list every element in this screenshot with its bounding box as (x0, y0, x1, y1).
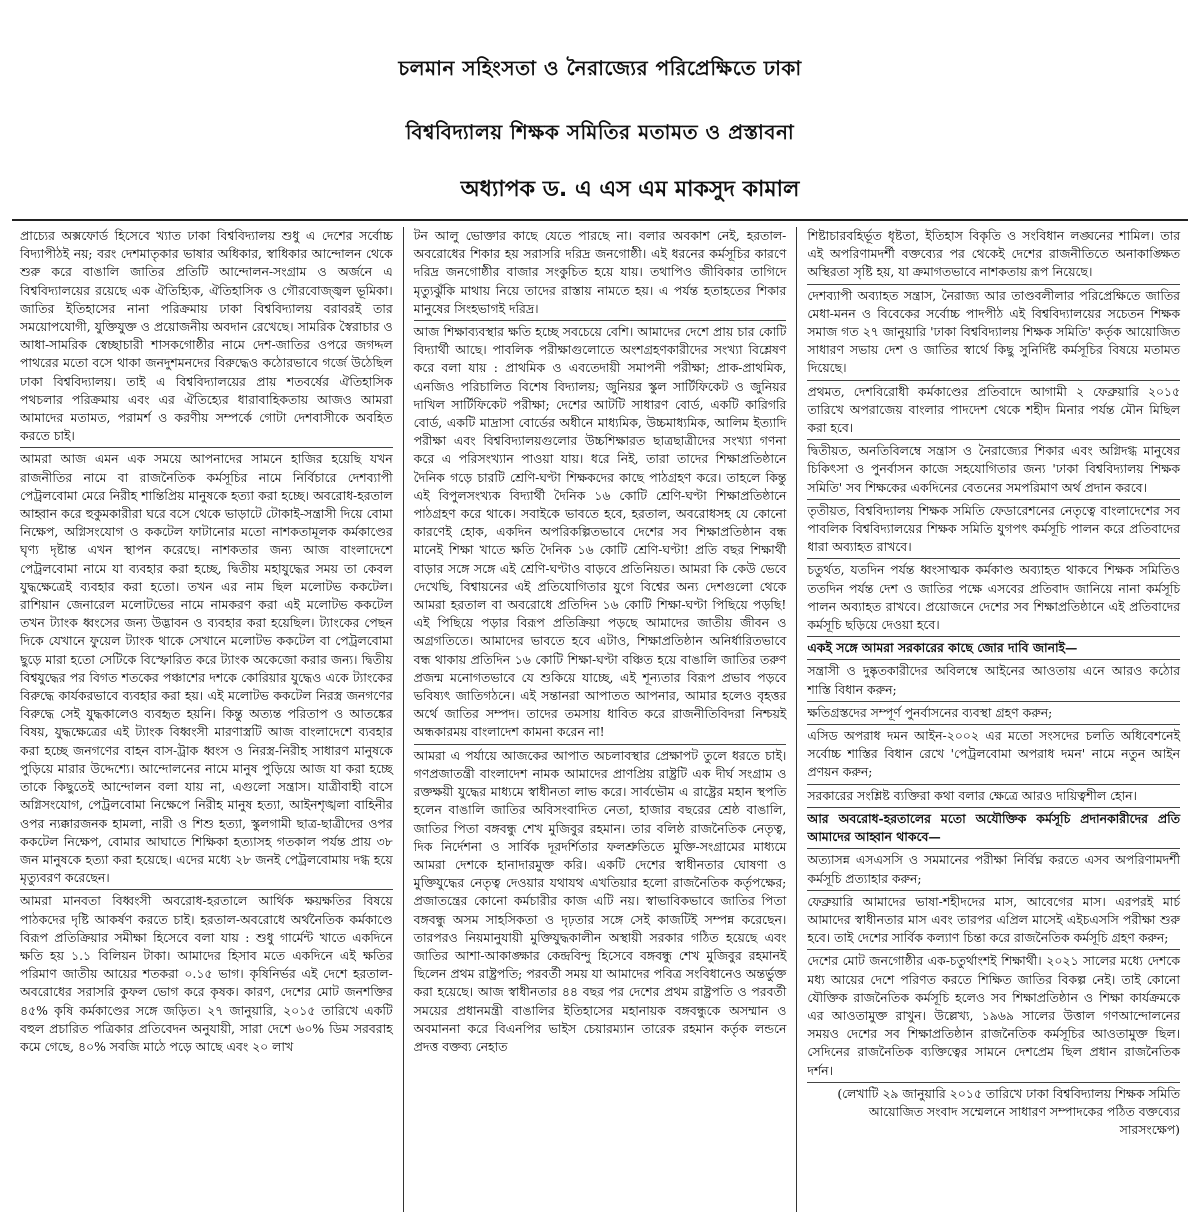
column-3 (796, 227, 1190, 1212)
paragraph: প্রাচ্যের অক্সফোর্ড হিসেবে খ্যাত ঢাকা বিশ্ববিদ্যালয় শুধু এ দেশের সর্বোচ্চ বিদ্যাপীঠই নয়; বরং দেশমাতৃকার ভাষার অধিকার, স্বাধিকার আন্দোলন থেকে শুরু করে বাঙালি জাতির প্রতিটি আন্দোলন-সংগ্রাম ও অর্জনে এ বিশ্ববিদ্যালয়ের রয়েছে এক ঐতিহ্যিক, ঐতিহাসিক ও গৌরবোজ্জ্বল ভূমিকা। জাতির ইতিহাসের নানা পরিক্রমায় ঢাকা বিশ্ববিদ্যালয় বরাবরই তার সময়োপযোগী, যুক্তিযুক্ত ও প্রয়োজনীয় অবদান রেখেছে। সামরিক স্বৈরাচার ও আধা-সামরিক স্বেচ্ছাচারী শাসকগোষ্ঠীর নামে দেশ-জাতির ওপরে জগদ্দল পাথরের মতো বসে থাকা জনদুশমনদের বিরুদ্ধেও কঠোরভাবে গর্জে উঠেছিল ঢাকা বিশ্ববিদ্যালয়। তাই এ বিশ্ববিদ্যালয়ের প্রায় শতবর্ষের ঐতিহাসিক পথচলার পরিক্রমায় এবং এর ঐতিহ্যের ধারাবাহিকতায় আজও আমরা আমাদের মতামত, পরামর্শ ও করণীয় সম্পর্কে গোটা দেশবাসীকে অবহিত করতে চাই। (20, 228, 393, 444)
headline (10, 36, 1190, 164)
proposal-second: দ্বিতীয়ত, অনতিবিলম্বে সন্ত্রাস ও নৈরাজ্যের শিকার এবং অগ্নিদগ্ধ মানুষের চিকিৎসা ও পুনর্বাসন কাজে সহযোগিতার জন্য 'ঢাকা বিশ্ববিদ্যালয় শিক্ষক সমিতি' সব শিক্ষকের একদিনের বেতনের সমপরিমাণ অর্থ প্রদান করবে। (807, 439, 1180, 497)
paragraph: শিষ্টাচারবহির্ভূত ধৃষ্টতা, ইতিহাস বিকৃতি ও সংবিধান লঙ্ঘনের শামিল। তার এই অপরিণামদর্শী বক্তব্যের পর থেকেই দেশের রাজনীতিতে অনাকাঙ্ক্ষিত অস্থিরতা সৃষ্টি হয়, যা ক্রমাগতভাবে নাশকতায় রূপ নিয়েছে। (807, 228, 1181, 280)
demand-item: সরকারের সংশ্লিষ্ট ব্যক্তিরা কথা বলার ক্ষেত্রে আরও দায়িত্বশীল হোন। (807, 784, 1180, 805)
paragraph: আজ শিক্ষাব্যবস্থার ক্ষতি হচ্ছে সবচেয়ে বেশি। আমাদের দেশে প্রায় চার কোটি বিদ্যার্থী আছে। পাবলিক পরীক্ষাগুলোতে অংশগ্রহণকারীদের সংখ্যা বিশ্লেষণ করে বলা যায় : প্রাথমিক ও এবতেদায়ী সমাপনী পরীক্ষা; প্রাক-প্রাথমিক, এনজিও পরিচালিত বিশেষ বিদ্যালয়; জুনিয়র স্কুল সার্টিফিকেট ও জুনিয়র দাখিল সার্টিফিকেট পরীক্ষা; দেশের আটটি সাধারণ বোর্ড, একটি কারিগরি বোর্ড, একটি মাদ্রাসা বোর্ডের অধীনে মাধ্যমিক, উচ্চমাধ্যমিক, আলিম ইত্যাদি পরীক্ষা এবং বিশ্ববিদ্যালয়গুলোর উচ্চশিক্ষারত ছাত্রছাত্রীদের সংখ্যা গণনা করে এ পরিসংখ্যান পাওয়া যায়। ধরে নিই, তারা তাদের শিক্ষাপ্রতিষ্ঠানে দৈনিক গড়ে চারটি শ্রেণি-ঘণ্টা শিক্ষকদের কাছে পাঠগ্রহণ করে। তাহলে কিন্তু এই বিপুলসংখ্যক বিদ্যার্থী দৈনিক ১৬ কোটি শ্রেণি-ঘণ্টা শিক্ষাপ্রতিষ্ঠানে পাঠগ্রহণ করে থাকে। সবাইকে ভাবতে হবে, হরতাল, অবরোধসহ যে কোনো কারণেই হোক, একদিন অপরিকল্পিতভাবে দেশের সব শিক্ষাপ্রতিষ্ঠান বন্ধ মানেই শিক্ষা খাতে ক্ষতি দৈনিক ১৬ কোটি শ্রেণি-ঘণ্টা! প্রতি বছর শিক্ষার্থী বাড়ার সঙ্গে সঙ্গে এই শ্রেণি-ঘণ্টাও বাড়বে প্রতিনিয়ত। আমরা কি কেউ ভেবে দেখেছি, বিশ্বায়নের এই প্রতিযোগিতার যুগে বিশ্বের অন্য দেশগুলো থেকে আমরা হরতাল বা অবরোধে প্রতিদিন ১৬ কোটি শিক্ষা-ঘণ্টা পিছিয়ে পড়ছি! এই পিছিয়ে পড়ার বিরূপ প্রতিক্রিয়া পড়ছে আমাদের জাতীয় জীবন ও অগ্রগতিতে। আমাদের ভাবতে হবে এটাও, শিক্ষাপ্রতিষ্ঠান অনির্ধারিতভাবে বন্ধ থাকায় প্রতিদিন ১৬ কোটি শিক্ষা-ঘণ্টা বঞ্চিত হয়ে বাঙালি জাতির তরুণ প্রজন্ম মনোগতভাবে যে শুকিয়ে যাচ্ছে, এই শূন্যতার বিরূপ প্রভাব পড়বে ভবিষ্যৎ জাতিগঠনে। এই সন্তানরা আপাতত আপনার, আমার হলেও বৃহত্তর অর্থে জাতির সম্পদ। তাদের তমসায় ধাবিত করে রাজনীতিবিদরা নিশ্চয়ই অন্ধকারময় বাংলাদেশ কামনা করেন না! (414, 320, 787, 742)
proposal-first: প্রথমত, দেশবিরোধী কর্মকাণ্ডের প্রতিবাদে আগামী ২ ফেব্রুয়ারি ২০১৫ তারিখে অপরাজেয় বাংলার পাদদেশ থেকে শহীদ মিনার পর্যন্ত মৌন মিছিল করা হবে। (807, 380, 1180, 438)
demand-item: ক্ষতিগ্রস্তদের সম্পূর্ণ পুনর্বাসনের ব্যবস্থা গ্রহণ করুন; (807, 701, 1180, 722)
column-2 (403, 227, 797, 1212)
paragraph: দেশব্যাপী অব্যাহত সন্ত্রাস, নৈরাজ্য আর তাণ্ডবলীলার পরিপ্রেক্ষিতে জাতির মেধা-মনন ও বিবেকের সর্বোচ্চ পাদপীঠ এই বিশ্ববিদ্যালয়ের সচেতন শিক্ষক সমাজ গত ২৭ জানুয়ারি 'ঢাকা বিশ্ববিদ্যালয় শিক্ষক সমিতি' কর্তৃক আয়োজিত সাধারণ সভায় দেশ ও জাতির স্বার্থে কিছু সুনির্দিষ্ট কর্মসূচির বিষয়ে মতামত দিয়েছে। (807, 284, 1180, 378)
author-byline: অধ্যাপক ড. এ এস এম মাকসুদ কামাল (460, 177, 800, 202)
appeal-item: অত্যাসন্ন এসএসসি ও সমমানের পরীক্ষা নির্বিঘ্ন করতে এসব অপরিণামদর্শী কর্মসূচি প্রত্যাহার করুন; (807, 848, 1180, 887)
article-columns (10, 227, 1190, 1212)
paragraph: টন আলু ভোক্তার কাছে যেতে পারছে না। বলার অবকাশ নেই, হরতাল-অবরোধের শিকার হয় সরাসরি দরিদ্র জনগোষ্ঠী। এই ধরনের কর্মসূচির কারণে দরিদ্র জনগোষ্ঠীর বাজার সংকুচিত হয়ে যায়। তথাপিও জীবিকার তাগিদে মৃত্যুঝুঁকি মাথায় নিয়ে তাদের রাস্তায় নামতে হয়। এ পর্যন্ত হতাহতের শিকার মানুষের সিংহভাগই দরিদ্র। (413, 228, 787, 316)
appeal-item: দেশের মোট জনগোষ্ঠীর এক-চতুর্থাংশই শিক্ষার্থী। ২০২১ সালের মধ্যে দেশকে মধ্য আয়ের দেশে পরিণত করতে শিক্ষিত জাতির বিকল্প নেই। তাই কোনো যৌক্তিক রাজনৈতিক কর্মসূচি হলেও সব শিক্ষাপ্রতিষ্ঠান ও শিক্ষা কার্যক্রমকে এর আওতামুক্ত রাখুন। উল্লেখ্য, ১৯৬৯ সালের উত্তাল গণআন্দোলনের সময়ও দেশের সব শিক্ষাপ্রতিষ্ঠান রাজনৈতিক কর্মসূচির আওতামুক্ত ছিল। সেদিনের রাজনৈতিক ব্যক্তিত্বের সামনে দেশপ্রেম ছিল প্রধান রাজনৈতিক দর্শন। (807, 949, 1180, 1079)
paragraph: আমরা মানবতা বিধ্বংসী অবরোধ-হরতালে আর্থিক ক্ষয়ক্ষতির বিষয়ে পাঠকদের দৃষ্টি আকর্ষণ করতে চাই। হরতাল-অবরোধে অর্থনৈতিক কর্মকাণ্ডে বিরূপ প্রতিক্রিয়ার সমীক্ষা হিসেবে বলা যায় : শুধু গার্মেন্ট খাতে একদিনে ক্ষতি হয় ১.১ বিলিয়ন টাকা। আমাদের হিসাব মতে একদিনে এই ক্ষতির পরিমাণ জাতীয় আয়ের শতকরা ০.১৫ ভাগ। কৃষিনির্ভর এই দেশে হরতাল-অবরোধের সরাসরি কুফল ভোগ করে কৃষক। কারণ, দেশের মোট জনশক্তির ৪৫% কৃষি কর্মকাণ্ডের সঙ্গে জড়িত। ২৭ জানুয়ারি, ২০১৫ তারিখে একটি বহুল প্রচারিত পত্রিকার প্রতিবেদন অনুযায়ী, সারা দেশে ৬০% ডিম সরবরাহ কমে গেছে, ৪০% সবজি মাঠে পড়ে আছে এবং ২০ লাখ (20, 889, 393, 1056)
proposal-fourth: চতুর্থত, যতদিন পর্যন্ত ধ্বংসাত্মক কর্মকাণ্ড অব্যাহত থাকবে শিক্ষক সমিতিও ততদিন পর্যন্ত দেশ ও জাতির পক্ষে এসবের প্রতিবাদ জানিয়ে নানা কর্মসূচি পালন অব্যাহত রাখবে। প্রয়োজনে দেশের সব শিক্ষাপ্রতিষ্ঠানে এই প্রতিবাদের কর্মসূচি ছড়িয়ে দেওয়া হবে। (807, 558, 1180, 634)
appeal-item: ফেব্রুয়ারি আমাদের ভাষা-শহীদদের মাস, আবেগের মাস। এরপরই মার্চ আমাদের স্বাধীনতার মাস এবং তারপর এপ্রিল মাসেই এইচএসসি পরীক্ষা শুরু হবে। তাই দেশের সার্বিক কল্যাণ চিন্তা করে রাজনৈতিক কর্মসূচি গ্রহণ করুন; (807, 890, 1180, 948)
header-divider (12, 219, 1188, 221)
paragraph: আমরা এ পর্যায়ে আজকের আপাত অচলাবস্থার প্রেক্ষাপট তুলে ধরতে চাই। গণপ্রজাতন্ত্রী বাংলাদেশ নামক আমাদের প্রাণপ্রিয় রাষ্ট্রটি এক দীর্ঘ সংগ্রাম ও রক্তক্ষয়ী যুদ্ধের মাধ্যমে স্বাধীনতা লাভ করে। সার্বভৌম এ রাষ্ট্রের মহান স্থপতি হলেন বাঙালি জাতির অবিসংবাদিত নেতা, হাজার বছরের শ্রেষ্ঠ বাঙালি, জাতির পিতা বঙ্গবন্ধু শেখ মুজিবুর রহমান। তার বলিষ্ঠ রাজনৈতিক নেতৃত্ব, দিক নির্দেশনা ও সার্বিক দূরদর্শিতার ফলশ্রুতিতে মুক্তি-সংগ্রামের মাধ্যমে আমরা দেশকে হানাদারমুক্ত করি। একটি দেশের স্বাধীনতার ঘোষণা ও মুক্তিযুদ্ধের নেতৃত্ব দেওয়ার যথাযথ এখতিয়ার হলো রাজনৈতিক কর্তৃপক্ষের; প্রজাতন্ত্রের কোনো কর্মচারীর কাজ এটি নয়। স্বাভাবিকভাবে জাতির পিতা বঙ্গবন্ধু অসম সাহসিকতা ও দৃঢ়তার সঙ্গে সেই কাজটিই সম্পন্ন করেছেন। তারপরও নিয়মানুযায়ী মুক্তিযুদ্ধকালীন অস্থায়ী সরকার গঠিত হয়েছে এবং জাতির আশা-আকাঙ্ক্ষার কেন্দ্রবিন্দু হিসেবে বঙ্গবন্ধু শেখ মুজিবুর রহমানই ছিলেন প্রথম রাষ্ট্রপতি; পরবর্তী সময় যা আমাদের পবিত্র সংবিধানেও অন্তর্ভুক্ত করা হয়েছে। আজ স্বাধীনতার ৪৪ বছর পর দেশের প্রথম রাষ্ট্রপতি ও পরবর্তী সময়ের প্রধানমন্ত্রী বাঙালির ইতিহাসের মহানায়ক বঙ্গবন্ধুকে অসম্মান ও অবমাননা করে বিএনপির ভাইস চেয়ারম্যান তারেক রহমান কর্তৃক লন্ডনে প্রদত্ত বক্তব্য নেহাত (414, 744, 787, 1056)
demand-item: সন্ত্রাসী ও দুষ্কৃতকারীদের অবিলম্বে আইনের আওতায় এনে আরও কঠোর শাস্তি বিধান করুন; (807, 659, 1180, 698)
headline-line-1: চলমান সহিংসতা ও নৈরাজ্যের পরিপ্রেক্ষিতে ঢাকা (398, 56, 802, 80)
column-1 (10, 227, 403, 1212)
proposal-third: তৃতীয়ত, বিশ্ববিদ্যালয় শিক্ষক সমিতি ফেডারেশনের নেতৃত্বে বাংলাদেশের সব পাবলিক বিশ্ববিদ্যালয়ের শিক্ষক সমিতি যুগপৎ কর্মসূচি পালন করে প্রতিবাদের ধারা অব্যাহত রাখবে। (807, 499, 1180, 557)
source-note: (লেখাটি ২৯ জানুয়ারি ২০১৫ তারিখে ঢাকা বিশ্ববিদ্যালয় শিক্ষক সমিতি আয়োজিত সংবাদ সম্মেলনে সাধারণ সম্পাদকের পঠিত বক্তব্যের সারসংক্ষেপ) (807, 1082, 1180, 1140)
headline-line-2: বিশ্ববিদ্যালয় শিক্ষক সমিতির মতামত ও প্রস্তাবনা (405, 120, 795, 144)
demand-item: এসিড অপরাধ দমন আইন-২০০২ এর মতো সংসদের চলতি অধিবেশনেই সর্বোচ্চ শাস্তির বিধান রেখে 'পেট্রলবোমা অপরাধ দমন' নামে নতুন আইন প্রণয়ন করুন; (807, 724, 1180, 782)
demands-heading: একই সঙ্গে আমরা সরকারের কাছে জোর দাবি জানাই— (807, 636, 1180, 657)
appeal-heading: আর অবরোধ-হরতালের মতো অযৌক্তিক কর্মসূচি প্রদানকারীদের প্রতি আমাদের আহ্বান থাকবে— (807, 807, 1180, 846)
paragraph: আমরা আজ এমন এক সময়ে আপনাদের সামনে হাজির হয়েছি যখন রাজনীতির নামে বা রাজনৈতিক কর্মসূচির নামে নির্বিচারে দেশব্যাপী পেট্রলবোমা মেরে নিরীহ শান্তিপ্রিয় মানুষকে হত্যা করা হচ্ছে। অবরোধ-হরতাল আহ্বান করে হুকুমকারীরা ঘরে বসে থেকে ভাড়াটে টোকাই-সন্ত্রাসী দিয়ে বোমা নিক্ষেপ, অগ্নিসংযোগ ও ককটেল ফাটানোর মতো নাশকতামূলক কর্মকাণ্ডের ঘৃণ্য দৃষ্টান্ত এখন স্থাপন করেছে। নাশকতার জন্য আজ বাংলাদেশে পেট্রলবোমা নামে যা ব্যবহার করা হচ্ছে, দ্বিতীয় মহাযুদ্ধের সময় তা কেবল যুদ্ধক্ষেত্রেই ব্যবহার করা হতো। তখন এর নাম ছিল মলোটভ ককটেল। রাশিয়ান জেনারেল মলোটভের নামে নামকরণ করা এই মলোটভ ককটেল তখন ট্যাংক ধ্বংসের জন্য উদ্ভাবন ও ব্যবহার করা হয়েছিল। ট্যাংকের পেছন দিকে যেখানে ফুয়েল ট্যাংক থাকে সেখানে মলোটভ ককটেল বা পেট্রলবোমা ছুড়ে মারা হতো সেটিকে বিস্ফোরিত করে ট্যাংক অকেজো করার জন্য। দ্বিতীয় বিশ্বযুদ্ধের পর বিগত শতকের পঞ্চাশের দশকে কোরিয়ার যুদ্ধেও একে ট্যাংকের বিরুদ্ধে কার্যকরভাবে ব্যবহার করা হয়। এই মলোটভ ককটেল নিরস্ত্র জনগণের বিরুদ্ধে সেই যুদ্ধকালেও ব্যবহৃত হয়নি। কিন্তু অত্যন্ত পরিতাপ ও আতঙ্কের বিষয়, যুদ্ধক্ষেত্রের এই ট্যাংক বিধ্বংসী মারণাস্ত্রটি আজ বাংলাদেশে ব্যবহার করা হচ্ছে জনগণের বাহন বাস-ট্রাক ধ্বংস ও নিরস্ত্র-নিরীহ সাধারণ মানুষকে পুড়িয়ে মারার উদ্দেশ্যে। আন্দোলনের নামে মানুষ পুড়িয়ে আজ যা করা হচ্ছে তাকে কিছুতেই আন্দোলন বলা যায় না, এগুলো সন্ত্রাস। যাত্রীবাহী বাসে অগ্নিসংযোগ, পেট্রলবোমা নিক্ষেপে নিরীহ মানুষ হত্যা, আইনশৃঙ্খলা বাহিনীর ওপর ন্যক্কারজনক হামলা, নারী ও শিশু হত্যা, স্কুলগামী ছাত্র-ছাত্রীদের ওপর ককটেল নিক্ষেপ, বোমার আঘাতে শিক্ষিকা হত্যাসহ গতকাল পর্যন্ত প্রায় ৩৮ জন মানুষকে হত্যা করা হয়েছে। এদের মধ্যে ২৮ জনই পেট্রলবোমায় দগ্ধ হয়ে মৃত্যুবরণ করেছেন। (20, 447, 393, 887)
